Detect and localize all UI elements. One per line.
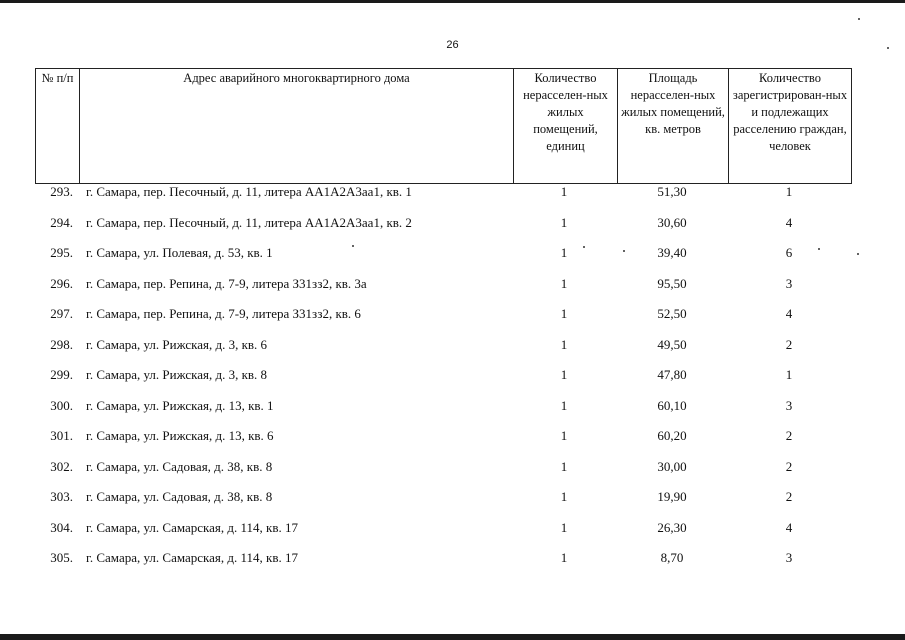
row-people: 4 (785, 214, 793, 230)
row-number: 297. (50, 306, 73, 321)
row-area: 60,10 (657, 397, 687, 413)
table-row (35, 273, 851, 304)
header-qty: Количество нерасселен-ных жилых помещений, единиц (514, 69, 618, 184)
row-qty: 1 (560, 306, 568, 321)
row-number: 300. (50, 397, 73, 413)
row-number: 296. (50, 275, 73, 291)
row-qty: 1 (560, 397, 568, 413)
row-address: г. Самара, ул. Самарская, д. 114, кв. 17 (86, 519, 298, 535)
table-row (35, 181, 851, 212)
row-qty: 1 (560, 336, 568, 352)
row-people: 2 (785, 336, 793, 352)
row-number: 299. (50, 367, 73, 382)
row-area: 39,40 (657, 245, 687, 260)
row-number: 302. (50, 458, 73, 474)
row-area: 26,30 (657, 519, 687, 535)
page-number: 26 (446, 39, 459, 51)
row-number: 298. (50, 336, 73, 352)
header-num: № п/п (36, 69, 80, 184)
row-address: г. Самара, ул. Садовая, д. 38, кв. 8 (86, 489, 273, 504)
row-qty: 1 (560, 519, 568, 535)
row-area: 95,50 (657, 275, 687, 291)
table-header (35, 68, 852, 184)
row-qty: 1 (560, 428, 568, 443)
row-number: 303. (50, 489, 73, 504)
scan-speck (857, 253, 859, 255)
header-area: Площадь нерасселен-ных жилых помещений, кв. метров (618, 69, 729, 184)
row-number: 295. (50, 245, 73, 260)
row-address: г. Самара, пер. Песочный, д. 11, литера АА1А2А3аа1, кв. 1 (86, 184, 412, 199)
row-address: г. Самара, пер. Песочный, д. 11, литера АА1А2А3аа1, кв. 2 (86, 214, 412, 230)
row-number: 304. (50, 519, 73, 535)
row-people: 1 (785, 184, 793, 199)
row-people: 3 (785, 397, 793, 413)
row-area: 51,30 (657, 184, 687, 199)
row-address: г. Самара, пер. Репина, д. 7-9, литера З31зз2, кв. 3а (86, 275, 367, 291)
row-qty: 1 (560, 275, 568, 291)
scan-top-edge (0, 0, 905, 3)
table-row (35, 395, 851, 426)
header-address: Адрес аварийного многоквартирного дома (80, 69, 514, 184)
row-qty: 1 (560, 184, 568, 199)
table-body (35, 181, 851, 578)
row-address: г. Самара, ул. Садовая, д. 38, кв. 8 (86, 458, 273, 474)
row-address: г. Самара, ул. Полевая, д. 53, кв. 1 (86, 245, 273, 260)
table-row (35, 334, 851, 365)
row-number: 301. (50, 428, 73, 443)
table-row (35, 517, 851, 548)
row-address: г. Самара, ул. Рижская, д. 13, кв. 1 (86, 397, 274, 413)
row-area: 19,90 (657, 489, 687, 504)
row-people: 2 (785, 489, 793, 504)
row-area: 30,00 (657, 458, 687, 474)
row-qty: 1 (560, 458, 568, 474)
row-area: 49,50 (657, 336, 687, 352)
row-qty: 1 (560, 367, 568, 382)
scan-bottom-edge (0, 634, 905, 640)
row-number: 294. (50, 214, 73, 230)
table-row (35, 303, 851, 334)
scan-speck (858, 18, 860, 20)
row-area: 8,70 (660, 550, 684, 565)
row-address: г. Самара, ул. Самарская, д. 114, кв. 17 (86, 550, 298, 565)
row-number: 305. (50, 550, 73, 565)
row-people: 1 (785, 367, 793, 382)
row-people: 4 (785, 306, 793, 321)
row-address: г. Самара, пер. Репина, д. 7-9, литера З31зз2, кв. 6 (86, 306, 361, 321)
row-area: 60,20 (657, 428, 687, 443)
row-people: 3 (785, 550, 793, 565)
header-people: Количество зарегистрирован-ных и подлежащих расселению граждан, человек (729, 69, 852, 184)
row-qty: 1 (560, 245, 568, 260)
table-row (35, 425, 851, 456)
row-qty: 1 (560, 214, 568, 230)
table-row (35, 242, 851, 273)
row-people: 3 (785, 275, 793, 291)
row-people: 2 (785, 428, 793, 443)
row-area: 52,50 (657, 306, 687, 321)
row-qty: 1 (560, 489, 568, 504)
table-row (35, 486, 851, 517)
table-row (35, 456, 851, 487)
row-address: г. Самара, ул. Рижская, д. 3, кв. 8 (86, 367, 268, 382)
row-people: 6 (785, 245, 793, 260)
row-area: 47,80 (657, 367, 687, 382)
row-people: 2 (785, 458, 793, 474)
row-qty: 1 (560, 550, 568, 565)
row-area: 30,60 (657, 214, 687, 230)
table-row (35, 547, 851, 578)
table-row (35, 212, 851, 243)
row-people: 4 (785, 519, 793, 535)
row-address: г. Самара, ул. Рижская, д. 3, кв. 6 (86, 336, 268, 352)
row-address: г. Самара, ул. Рижская, д. 13, кв. 6 (86, 428, 274, 443)
table-row (35, 364, 851, 395)
row-number: 293. (50, 184, 73, 199)
